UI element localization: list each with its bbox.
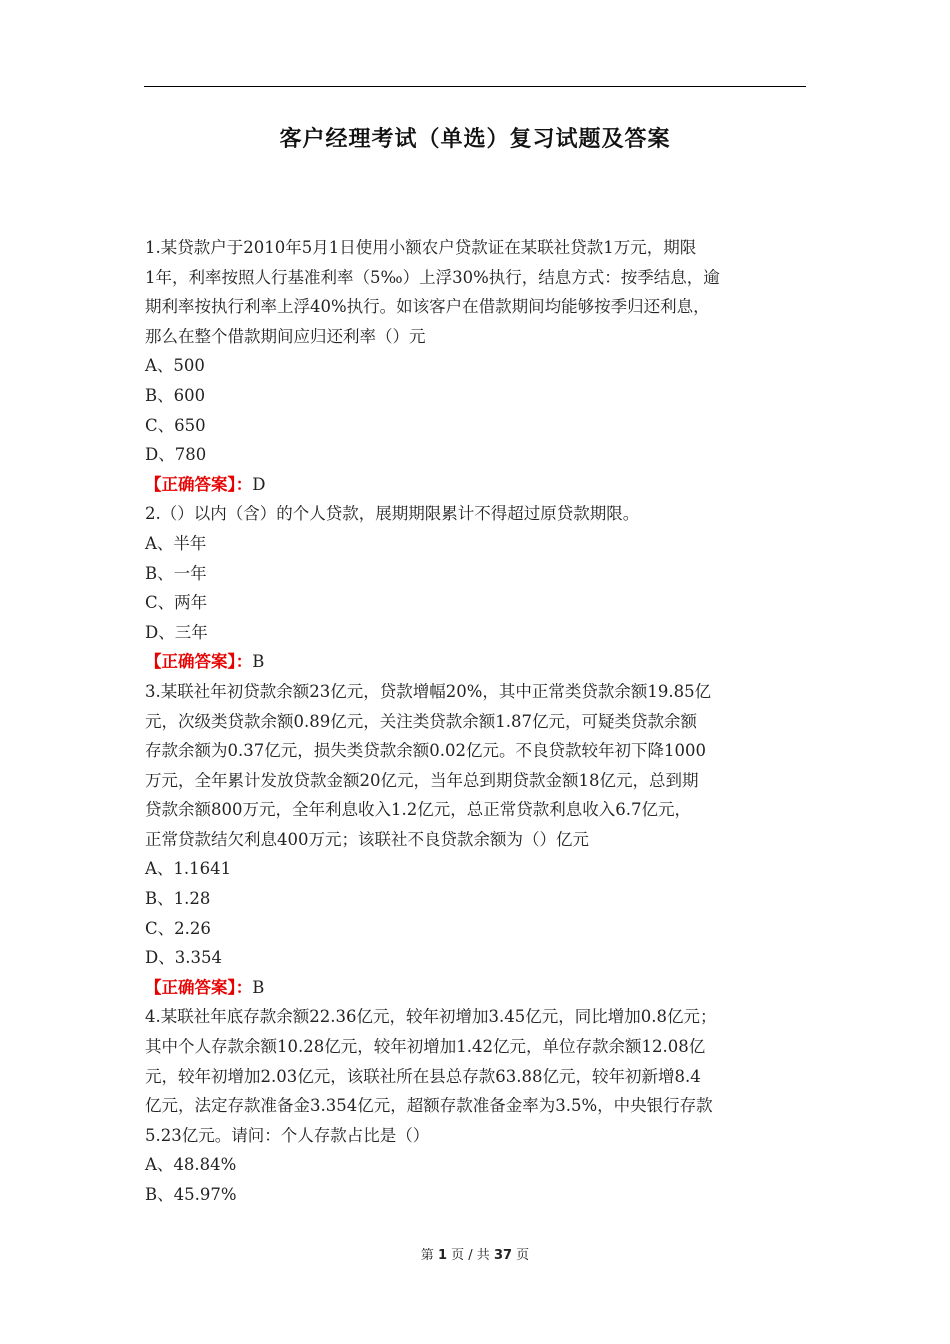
footer-suffix: 页 bbox=[516, 1248, 530, 1263]
correct-answer-value: D bbox=[252, 474, 266, 494]
footer-page-number: 1 bbox=[437, 1248, 447, 1263]
document-title: 客户经理考试（单选）复习试题及答案 bbox=[279, 127, 671, 152]
answer-option: A、1.1641 bbox=[145, 859, 232, 879]
question-list bbox=[145, 233, 810, 1210]
question-item bbox=[145, 677, 810, 1003]
question-item bbox=[145, 1002, 810, 1209]
question-stem-line: 元，次级类贷款余额0.89亿元，关注类贷款余额1.87亿元，可疑类贷款余额 bbox=[145, 711, 697, 731]
answer-option: B、一年 bbox=[145, 563, 207, 583]
question-stem-line: 5.23亿元。请问：个人存款占比是（） bbox=[145, 1125, 430, 1145]
header-rule bbox=[144, 86, 806, 87]
question-stem-line: 元，较年初增加2.03亿元，该联社所在县总存款63.88亿元，较年初新增8.4 bbox=[145, 1066, 701, 1086]
answer-option: B、45.97% bbox=[145, 1185, 237, 1204]
question-stem-line: 4.某联社年底存款余额22.36亿元，较年初增加3.45亿元，同比增加0.8亿元； bbox=[145, 1007, 717, 1027]
correct-answer-value: B bbox=[252, 652, 265, 672]
question-stem-line: 正常贷款结欠利息400万元；该联社不良贷款余额为（）亿元 bbox=[145, 829, 589, 849]
question-item bbox=[145, 499, 810, 677]
question-stem-line: 3.某联社年初贷款余额23亿元，贷款增幅20%，其中正常类贷款余额19.85亿 bbox=[145, 681, 712, 701]
question-item bbox=[145, 233, 810, 499]
question-stem-line: 其中个人存款余额10.28亿元，较年初增加1.42亿元，单位存款余额12.08亿 bbox=[145, 1037, 706, 1057]
correct-answer-label: 【正确答案】： bbox=[145, 474, 253, 494]
question-stem-line: 1年，利率按照人行基准利率（5‰）上浮30%执行，结息方式：按季结息，逾 bbox=[145, 267, 720, 287]
correct-answer-label: 【正确答案】： bbox=[145, 977, 253, 997]
answer-option: B、1.28 bbox=[145, 889, 211, 909]
page-footer bbox=[0, 1244, 950, 1263]
question-stem-line: 亿元，法定存款准备金3.354亿元，超额存款准备金率为3.5%，中央银行存款 bbox=[145, 1096, 713, 1116]
question-stem-line: 那么在整个借款期间应归还利率（）元 bbox=[145, 326, 426, 346]
footer-total-pages: 37 bbox=[493, 1248, 513, 1263]
answer-option: D、3.354 bbox=[145, 948, 222, 968]
answer-option: D、三年 bbox=[145, 622, 208, 642]
question-stem-line: 2.（）以内（含）的个人贷款，展期期限累计不得超过原贷款期限。 bbox=[145, 504, 640, 524]
answer-option: A、半年 bbox=[145, 533, 207, 553]
correct-answer bbox=[145, 647, 810, 677]
correct-answer-value: B bbox=[252, 977, 265, 997]
footer-prefix: 第 bbox=[420, 1248, 434, 1263]
answer-option: A、48.84% bbox=[145, 1155, 237, 1175]
question-stem-line: 期利率按执行利率上浮40%执行。如该客户在借款期间均能够按季归还利息， bbox=[145, 297, 710, 317]
footer-middle: 页 / 共 bbox=[451, 1248, 490, 1263]
question-stem-line: 1.某贷款户于2010年5月1日使用小额农户贷款证在某联社贷款1万元，期限 bbox=[145, 238, 697, 257]
question-stem-line: 万元，全年累计发放贷款金额20亿元，当年总到期贷款金额18亿元，总到期 bbox=[145, 770, 699, 790]
correct-answer bbox=[145, 470, 810, 500]
answer-option: D、780 bbox=[145, 445, 207, 465]
answer-option: C、2.26 bbox=[145, 918, 211, 938]
question-stem-line: 存款余额为0.37亿元，损失类贷款余额0.02亿元。不良贷款较年初下降1000 bbox=[145, 741, 706, 761]
correct-answer-label: 【正确答案】： bbox=[145, 652, 253, 672]
answer-option: B、600 bbox=[145, 385, 206, 405]
answer-option: A、500 bbox=[145, 356, 205, 376]
answer-option: C、两年 bbox=[145, 593, 208, 613]
correct-answer bbox=[145, 973, 810, 1003]
question-stem-line: 贷款余额800万元，全年利息收入1.2亿元，总正常贷款利息收入6.7亿元， bbox=[145, 800, 691, 820]
answer-option: C、650 bbox=[145, 415, 206, 435]
